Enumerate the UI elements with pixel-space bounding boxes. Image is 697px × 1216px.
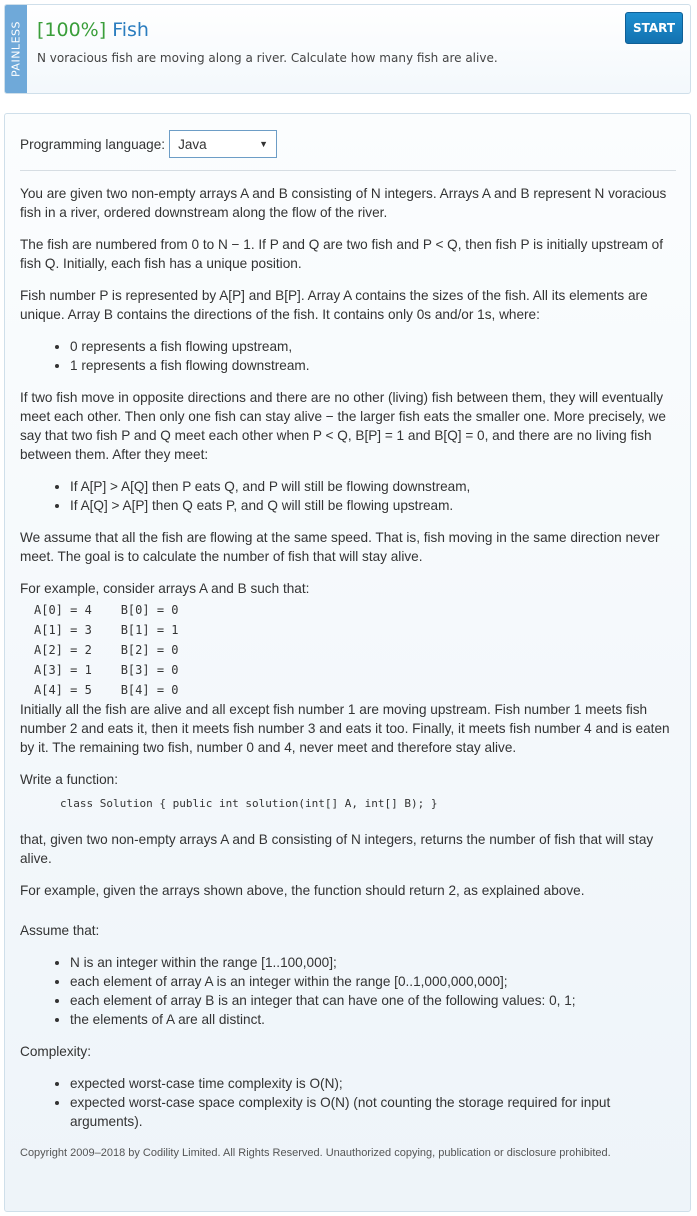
task-description-panel <box>4 113 691 1212</box>
list-item: • expected worst-case space complexity is O(N) (not counting the storage required for input arguments). <box>70 1093 676 1131</box>
list-item: • the elements of A are all distinct. <box>70 1010 676 1029</box>
assume-heading: Assume that: <box>20 923 100 938</box>
direction-list <box>20 337 676 375</box>
paragraph-example-intro: For example, consider arrays A and B such that: <box>20 581 310 596</box>
language-selected-value: Java <box>178 136 207 152</box>
list-item: • each element of array A is an integer within the range [0..1,000,000,000]; <box>70 972 676 991</box>
list-item: • If A[P] > A[Q] then P eats Q, and P will still be flowing downstream, <box>70 477 676 496</box>
paragraph-example-explanation: Initially all the fish are alive and all except fish number 1 are moving upstream. Fish number 1 meets fish number 2 and eats it, then it meets fish number 3 and eats it too. Finally, it meets fish number 4 and is eaten by it. The remaining two fish, number 0 and 4, never meet and therefore stay alive. <box>20 702 670 755</box>
example-row: A[2] = 2 B[2] = 0 <box>34 643 179 657</box>
function-signature: class Solution { public int solution(int[] A, int[] B); } <box>60 797 438 810</box>
paragraph-representation: Fish number P is represented by A[P] and B[P]. Array A contains the sizes of the fish. All its elements are unique. Array B contains the directions of the fish. It contains only 0s and/or 1s, where: <box>20 288 648 322</box>
paragraph-write-function: Write a function: <box>20 772 118 787</box>
list-item: • N is an integer within the range [1..100,000]; <box>70 953 676 972</box>
task-subtitle: N voracious fish are moving along a river. Calculate how many fish are alive. <box>37 51 498 65</box>
chevron-down-icon: ▼ <box>259 138 269 149</box>
paragraph-returns: that, given two non-empty arrays A and B consisting of N integers, returns the number of fish that will stay alive. <box>20 832 654 866</box>
language-select[interactable] <box>169 130 277 158</box>
task-header <box>4 4 691 94</box>
paragraph-example-return: For example, given the arrays shown above, the function should return 2, as explained above. <box>20 883 585 898</box>
copyright-notice: Copyright 2009–2018 by Codility Limited. All Rights Reserved. Unauthorized copying, publication or disclosure prohibited. <box>20 1147 611 1159</box>
score-badge: [100%] <box>37 19 107 41</box>
task-name: Fish <box>112 19 149 41</box>
example-row: A[3] = 1 B[3] = 0 <box>34 663 179 677</box>
language-row <box>20 129 676 159</box>
list-item: • expected worst-case time complexity is O(N); <box>70 1074 676 1093</box>
list-item: • 1 represents a fish flowing downstream. <box>70 356 676 375</box>
language-label: Programming language: <box>20 136 166 152</box>
list-item: • each element of array B is an integer that can have one of the following values: 0, 1; <box>70 991 676 1010</box>
list-item: • If A[Q] > A[P] then Q eats P, and Q will still be flowing upstream. <box>70 496 676 515</box>
divider <box>20 170 676 171</box>
paragraph-meeting: If two fish move in opposite directions and there are no other (living) fish between them, they will eventually meet each other. Then only one fish can stay alive − the larger fish eats the smaller one. More precisely, we say that two fish P and Q meet each other when P < Q, B[P] = 1 and B[Q] = 0, and there are no living fish between them. After they meet: <box>20 390 666 462</box>
example-row: A[4] = 5 B[4] = 0 <box>34 683 179 697</box>
paragraph-intro: You are given two non-empty arrays A and B consisting of N integers. Arrays A and B represent N voracious fish in a river, ordered downstream along the flow of the river. <box>20 186 667 220</box>
example-arrays <box>34 600 676 700</box>
difficulty-badge <box>5 5 27 93</box>
difficulty-label: PAINLESS <box>9 21 23 77</box>
page-title <box>37 19 149 41</box>
example-row: A[0] = 4 B[0] = 0 <box>34 603 179 617</box>
task-description <box>20 129 676 1163</box>
paragraph-speed: We assume that all the fish are flowing at the same speed. That is, fish moving in the same direction never meet. The goal is to calculate the number of fish that will stay alive. <box>20 530 660 564</box>
example-row: A[1] = 3 B[1] = 1 <box>34 623 179 637</box>
meet-rules-list <box>20 477 676 515</box>
paragraph-numbering: The fish are numbered from 0 to N − 1. If P and Q are two fish and P < Q, then fish P is initially upstream of fish Q. Initially, each fish has a unique position. <box>20 237 664 271</box>
complexity-list <box>20 1074 676 1131</box>
start-button[interactable]: START <box>625 12 683 44</box>
assumptions-list <box>20 953 676 1029</box>
list-item: • 0 represents a fish flowing upstream, <box>70 337 676 356</box>
complexity-heading: Complexity: <box>20 1044 92 1059</box>
